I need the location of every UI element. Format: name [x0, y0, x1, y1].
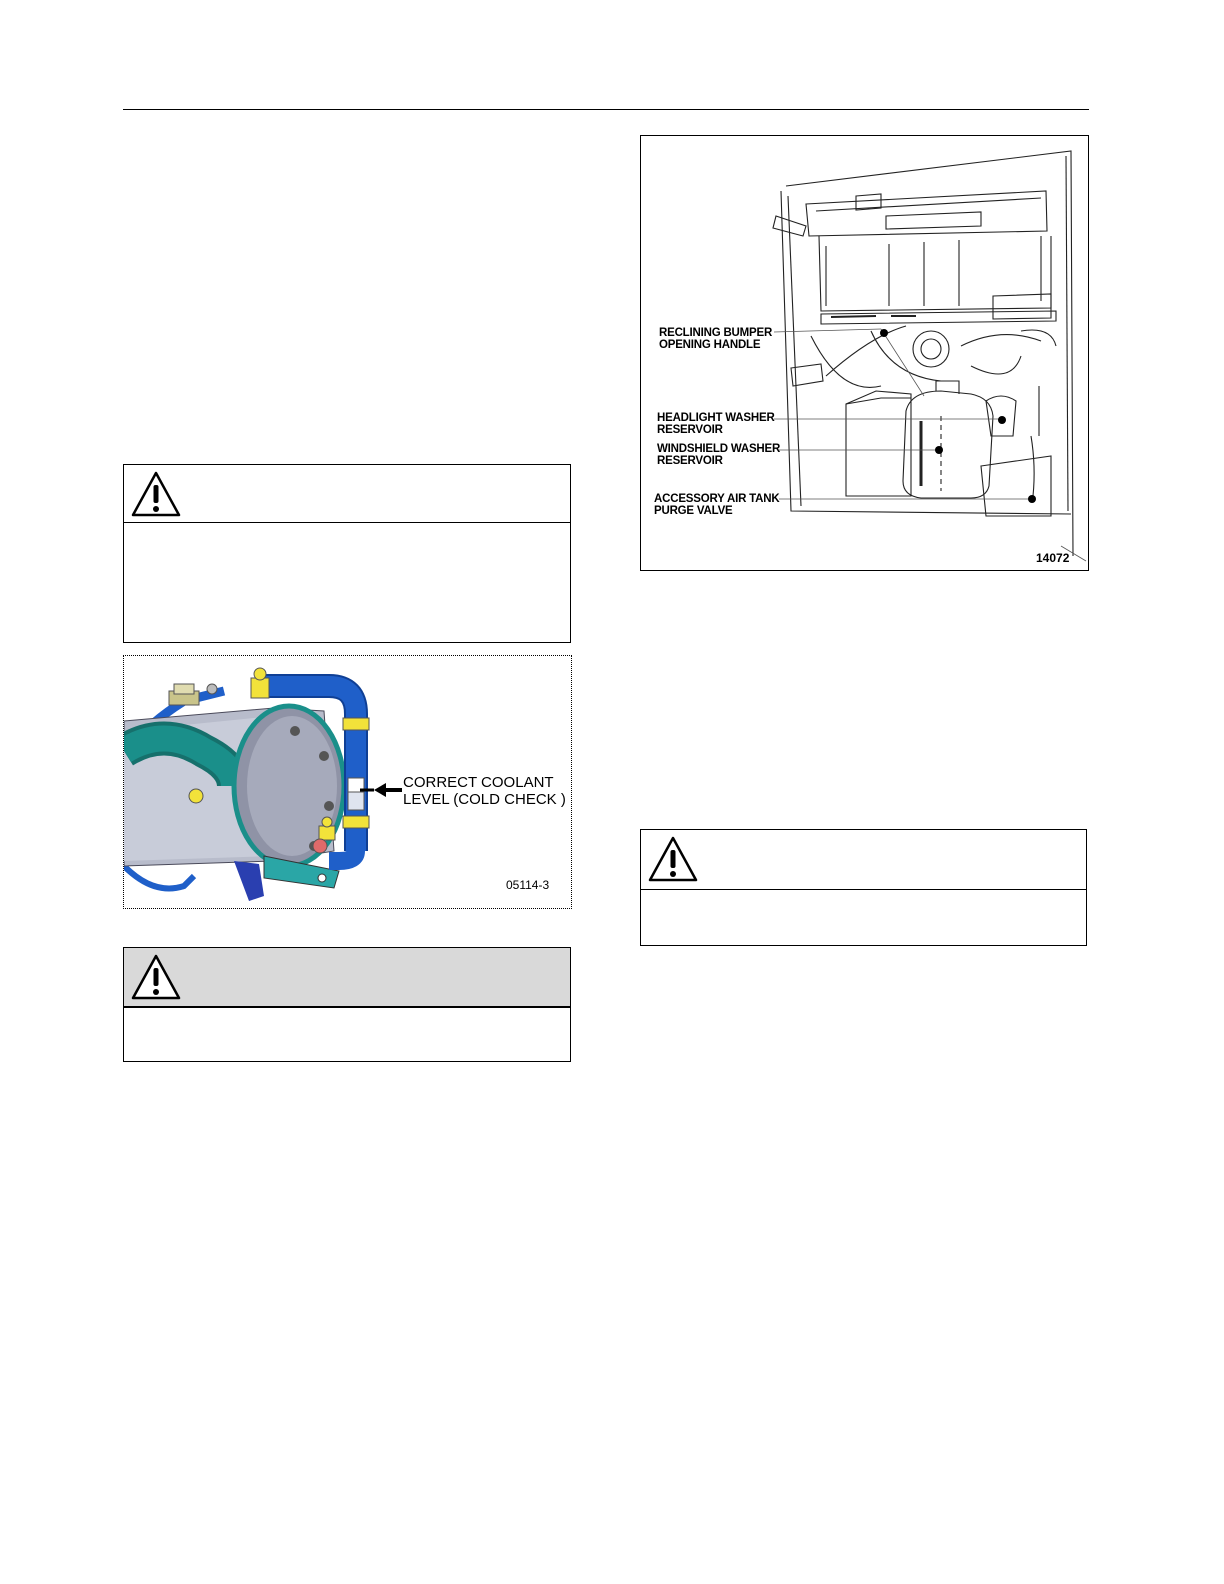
- coolant-label-line1: CORRECT COOLANT: [403, 774, 554, 791]
- callout-line2: RESERVOIR: [657, 424, 723, 436]
- coolant-level-label: [403, 774, 566, 808]
- callout-air-tank-purge: [654, 493, 779, 517]
- figure-number: 14072: [1036, 551, 1070, 565]
- figure-number: 05114-3: [506, 878, 550, 892]
- warning-triangle-icon: [130, 470, 182, 518]
- coolant-label-line2: LEVEL (COLD CHECK ): [403, 791, 566, 808]
- callout-line1: WINDSHIELD WASHER: [657, 443, 781, 455]
- coolant-level-figure: [123, 655, 572, 909]
- warning-triangle-icon: [130, 953, 182, 1001]
- caution-box-2: [123, 947, 571, 1062]
- callout-line1: HEADLIGHT WASHER: [657, 412, 775, 424]
- callout-headlight-washer: [657, 412, 775, 436]
- callout-line1: ACCESSORY AIR TANK: [654, 493, 780, 505]
- callout-windshield-washer: [657, 443, 780, 467]
- callout-line2: PURGE VALVE: [654, 505, 733, 517]
- callout-line1: RECLINING BUMPER: [659, 327, 773, 339]
- callout-line2: OPENING HANDLE: [659, 339, 761, 351]
- caution-header: [124, 465, 570, 523]
- warning-triangle-icon: [647, 835, 699, 883]
- caution-header: [641, 830, 1086, 890]
- header-rule: [123, 109, 1089, 110]
- front-compartment-figure: [640, 135, 1089, 571]
- caution-box-3: [640, 829, 1087, 946]
- callout-reclining-bumper: [659, 327, 772, 351]
- callout-line2: RESERVOIR: [657, 455, 723, 467]
- caution-header: [124, 948, 570, 1008]
- caution-box-1: [123, 464, 571, 643]
